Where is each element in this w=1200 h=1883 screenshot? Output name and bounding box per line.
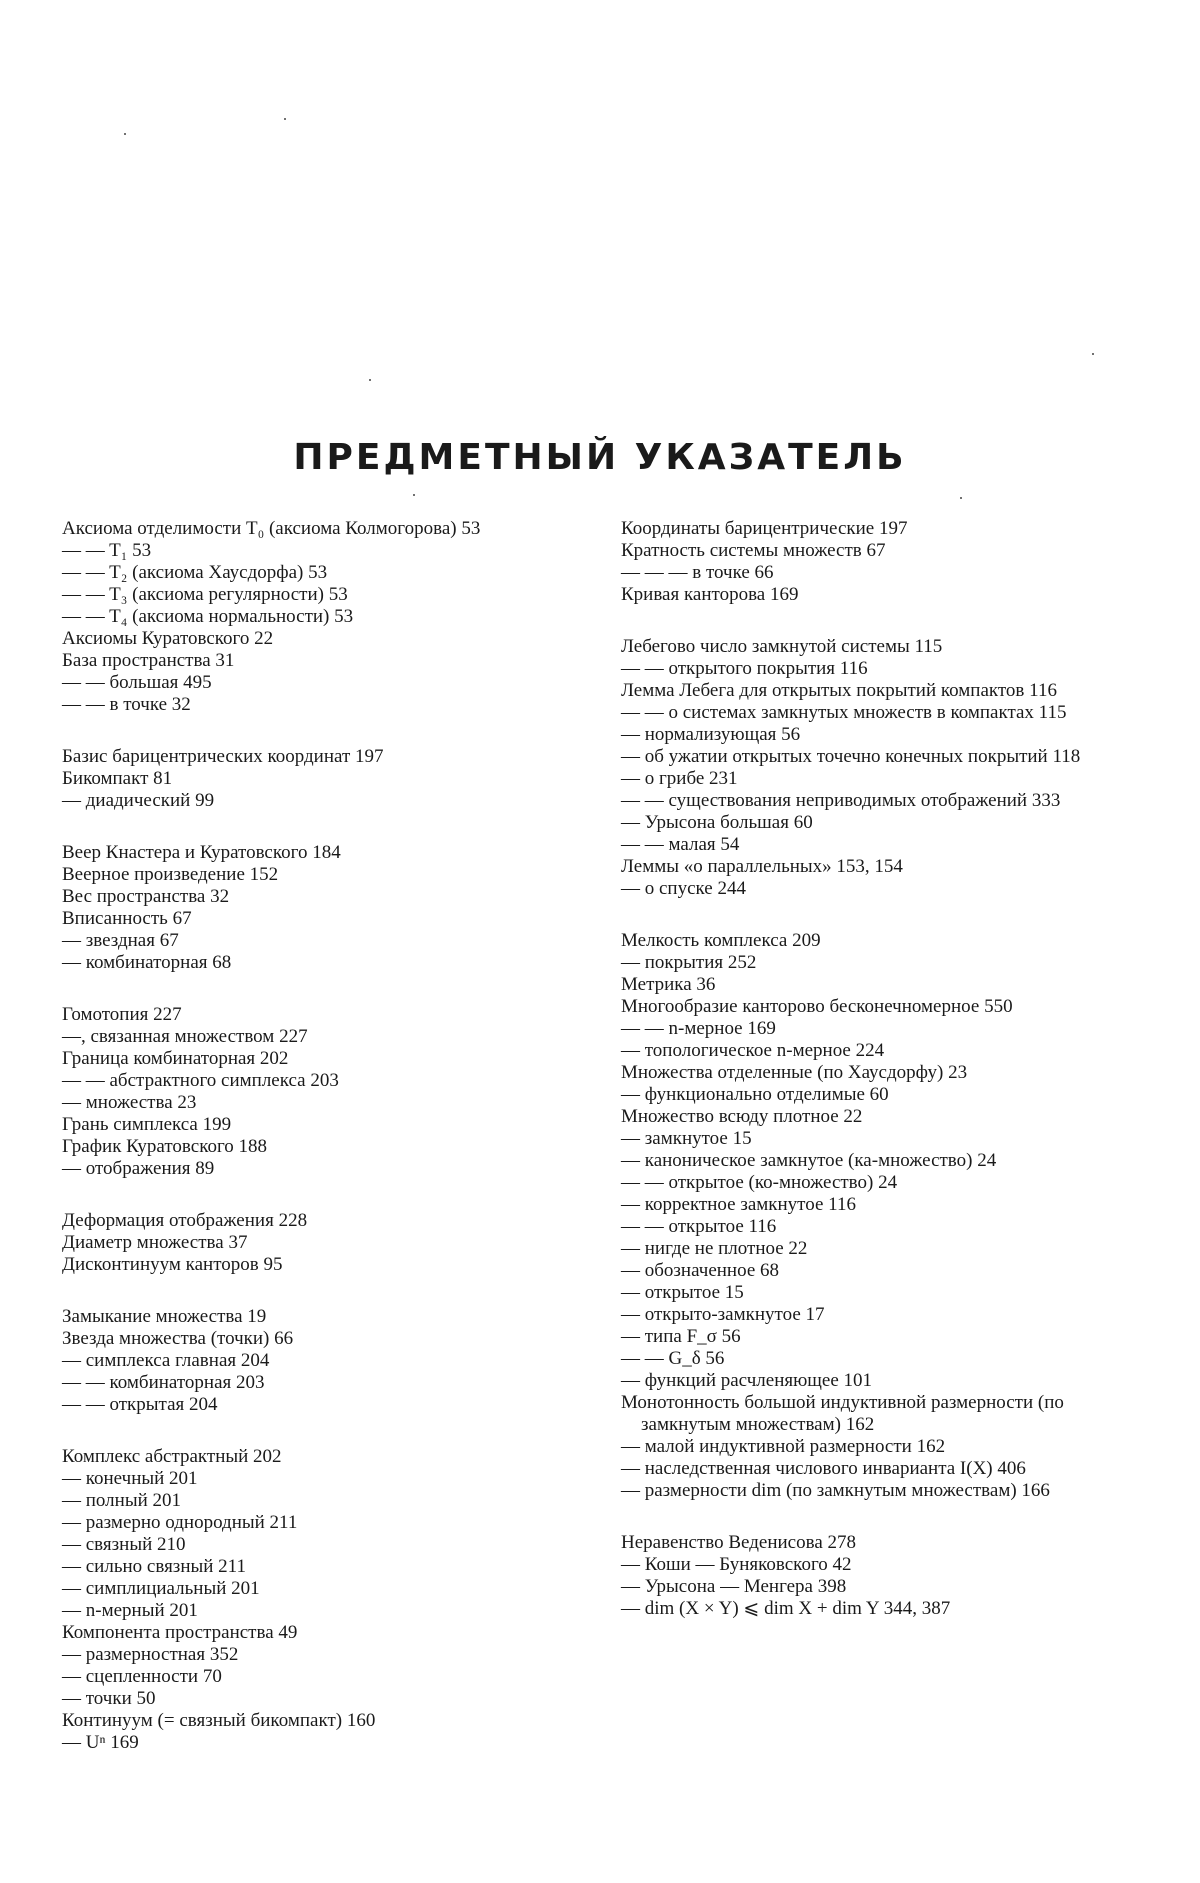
index-entry: — открыто-замкнутое 17 — [621, 1304, 825, 1325]
index-entry: — — T₄ (аксиома нормальности) 53 — [62, 606, 354, 627]
index-entry: Метрика 36 — [621, 974, 716, 995]
index-entry: Компонента пространства 49 — [62, 1622, 298, 1643]
index-entry: Дисконтинуум канторов 95 — [62, 1254, 283, 1275]
index-entry: Граница комбинаторная 202 — [62, 1048, 289, 1069]
group-gap — [62, 974, 582, 1004]
index-entry: — размерности dim (по замкнутым множествам) 166 — [621, 1480, 1050, 1501]
index-entry: Множества отделенные (по Хаусдорфу) 23 — [621, 1062, 968, 1083]
index-entry: — конечный 201 — [62, 1468, 198, 1489]
scan-speck — [124, 133, 126, 135]
index-entry: Звезда множества (точки) 66 — [62, 1328, 294, 1349]
index-entry: — — n-мерное 169 — [621, 1018, 776, 1039]
index-entry: — множества 23 — [62, 1092, 197, 1113]
index-entry: Диаметр множества 37 — [62, 1232, 248, 1253]
index-entry: Лебегово число замкнутой системы 115 — [621, 636, 943, 657]
index-entry: — Урысона большая 60 — [621, 812, 813, 833]
index-entry: — — абстрактного симплекса 203 — [62, 1070, 339, 1091]
index-entry: — размерностная 352 — [62, 1644, 239, 1665]
index-entry: — малой индуктивной размерности 162 — [621, 1436, 946, 1457]
index-entry: Базис барицентрических координат 197 — [62, 746, 384, 767]
index-entry: График Куратовского 188 — [62, 1136, 268, 1157]
index-entry: Континуум (= связный бикомпакт) 160 — [62, 1710, 376, 1731]
index-entry: — типа F_σ 56 — [621, 1326, 741, 1347]
index-entry: — наследственная числового инварианта I(X) 406 — [621, 1458, 1026, 1479]
index-entry: — обозначенное 68 — [621, 1260, 780, 1281]
index-entry: — отображения 89 — [62, 1158, 215, 1179]
index-entry: — — в точке 32 — [62, 694, 191, 715]
group-gap — [62, 716, 582, 746]
index-entry: — функционально отделимые 60 — [621, 1084, 889, 1105]
index-entry: — размерно однородный 211 — [62, 1512, 298, 1533]
scan-speck — [1092, 353, 1094, 355]
index-entry: Кривая канторова 169 — [621, 584, 799, 605]
index-entry: Множество всюду плотное 22 — [621, 1106, 863, 1127]
index-entry: Неравенство Веденисова 278 — [621, 1532, 857, 1553]
group-gap — [621, 900, 1141, 930]
index-entry: — — комбинаторная 203 — [62, 1372, 265, 1393]
index-entry: — dim (X × Y) ⩽ dim X + dim Y 344, 387 — [621, 1598, 951, 1619]
index-entry: — корректное замкнутое 116 — [621, 1194, 856, 1215]
index-entry: — покрытия 252 — [621, 952, 757, 973]
index-entry: Монотонность большой индуктивной размерности (по замкнутым множествам) 162 — [621, 1392, 1064, 1435]
scan-speck — [284, 118, 286, 120]
index-entry: —, связанная множеством 227 — [62, 1026, 308, 1047]
scan-speck — [960, 497, 962, 499]
index-entry: — — — в точке 66 — [621, 562, 774, 583]
index-entry: — комбинаторная 68 — [62, 952, 232, 973]
index-entry: — — открытое 116 — [621, 1216, 777, 1237]
index-entry: — замкнутое 15 — [621, 1128, 752, 1149]
index-entry: Бикомпакт 81 — [62, 768, 173, 789]
index-entry: Координаты барицентрические 197 — [621, 518, 908, 539]
index-entry: Комплекс абстрактный 202 — [62, 1446, 282, 1467]
index-entry: — полный 201 — [62, 1490, 182, 1511]
index-entry: Леммы «о параллельных» 153, 154 — [621, 856, 903, 877]
index-entry: — Урысона — Менгера 398 — [621, 1576, 847, 1597]
index-entry: — нигде не плотное 22 — [621, 1238, 808, 1259]
group-gap — [621, 606, 1141, 636]
index-entry: — Uⁿ 169 — [62, 1732, 139, 1753]
index-entry: — связный 210 — [62, 1534, 186, 1555]
index-entry: — симплекса главная 204 — [62, 1350, 270, 1371]
index-entry: — n-мерный 201 — [62, 1600, 198, 1621]
index-entry: Деформация отображения 228 — [62, 1210, 308, 1231]
index-entry: — — T₂ (аксиома Хаусдорфа) 53 — [62, 562, 328, 583]
index-entry: — Коши — Буняковского 42 — [621, 1554, 852, 1575]
index-entry: — о спуске 244 — [621, 878, 746, 899]
index-entry: — — открытая 204 — [62, 1394, 218, 1415]
scan-speck — [413, 494, 415, 496]
index-title: ПРЕДМЕТНЫЙ УКАЗАТЕЛЬ — [293, 437, 907, 478]
index-entry: — сильно связный 211 — [62, 1556, 246, 1577]
index-entry: Мелкость комплекса 209 — [621, 930, 821, 951]
index-entry: База пространства 31 — [62, 650, 235, 671]
index-entry: — — о системах замкнутых множеств в компактах 115 — [621, 702, 1067, 723]
group-gap — [62, 1276, 582, 1306]
index-entry: — звездная 67 — [62, 930, 179, 951]
index-entry: — диадический 99 — [62, 790, 215, 811]
index-entry: Замыкание множества 19 — [62, 1306, 267, 1327]
index-entry: Аксиомы Куратовского 22 — [62, 628, 274, 649]
index-entry: — — G_δ 56 — [621, 1348, 725, 1369]
group-gap — [621, 1502, 1141, 1532]
index-entry: Веер Кнастера и Куратовского 184 — [62, 842, 341, 863]
index-entry: — об ужатии открытых точечно конечных покрытий 118 — [621, 746, 1081, 767]
index-entry: — — большая 495 — [62, 672, 212, 693]
index-entry: — открытое 15 — [621, 1282, 744, 1303]
index-entry: — симплициальный 201 — [62, 1578, 260, 1599]
index-entry: Кратность системы множеств 67 — [621, 540, 886, 561]
index-entry: — — T₁ 53 — [62, 540, 152, 561]
index-entry: — — малая 54 — [621, 834, 740, 855]
index-right-column — [621, 518, 1141, 1620]
index-entry: — каноническое замкнутое (ка-множество) 24 — [621, 1150, 997, 1171]
index-entry: — точки 50 — [62, 1688, 156, 1709]
group-gap — [62, 812, 582, 842]
index-entry: Грань симплекса 199 — [62, 1114, 232, 1135]
group-gap — [62, 1416, 582, 1446]
index-entry: — функций расчленяющее 101 — [621, 1370, 873, 1391]
index-entry: — — открытого покрытия 116 — [621, 658, 868, 679]
index-entry: — — T₃ (аксиома регулярности) 53 — [62, 584, 348, 605]
index-entry: — сцепленности 70 — [62, 1666, 222, 1687]
index-entry: — — существования неприводимых отображений 333 — [621, 790, 1061, 811]
index-entry: Аксиома отделимости T₀ (аксиома Колмогорова) 53 — [62, 518, 481, 539]
index-entry: Многообразие канторово бесконечномерное 550 — [621, 996, 1013, 1017]
index-entry: Веерное произведение 152 — [62, 864, 279, 885]
index-entry: Лемма Лебега для открытых покрытий компактов 116 — [621, 680, 1057, 701]
index-entry: — топологическое n-мерное 224 — [621, 1040, 885, 1061]
index-entry: Гомотопия 227 — [62, 1004, 182, 1025]
scan-speck — [369, 379, 371, 381]
index-entry: — о грибе 231 — [621, 768, 738, 789]
index-left-column — [62, 518, 582, 1754]
index-entry: Вес пространства 32 — [62, 886, 230, 907]
index-entry: Вписанность 67 — [62, 908, 192, 929]
group-gap — [62, 1180, 582, 1210]
index-entry: — нормализующая 56 — [621, 724, 801, 745]
index-entry: — — открытое (ко-множество) 24 — [621, 1172, 898, 1193]
